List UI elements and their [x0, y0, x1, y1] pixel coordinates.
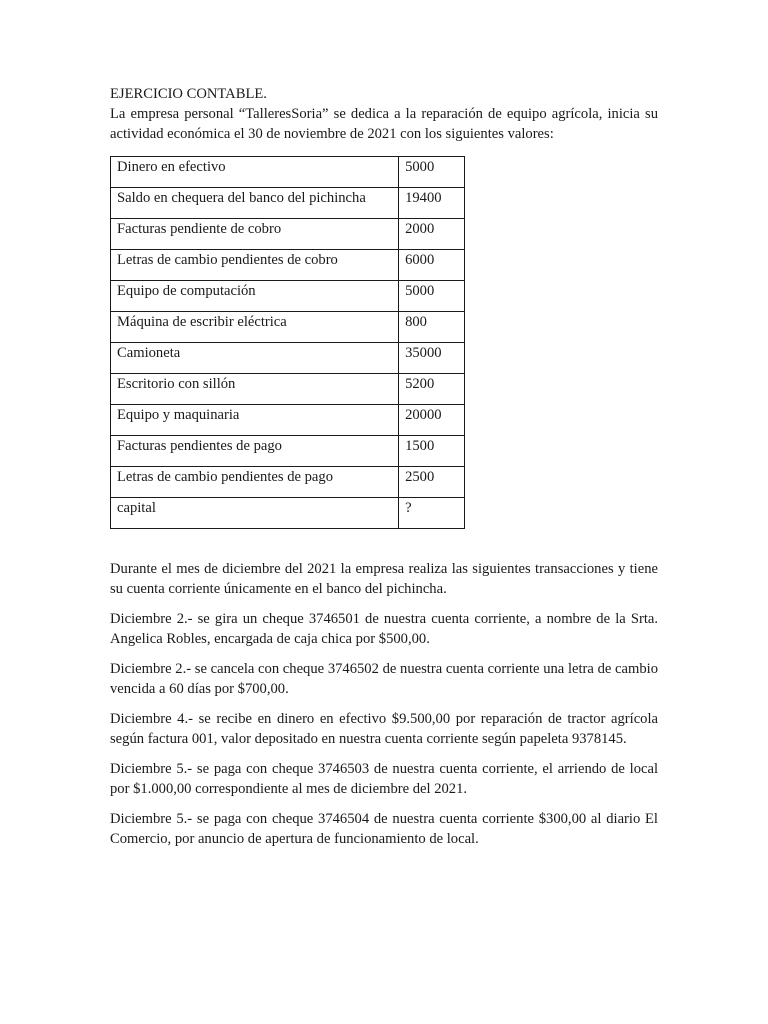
table-row	[111, 219, 465, 250]
value-cell: 5000	[399, 281, 465, 312]
concept-cell: Equipo y maquinaria	[111, 405, 399, 436]
table-row	[111, 157, 465, 188]
table-row	[111, 343, 465, 374]
table-row	[111, 250, 465, 281]
transactions-intro-paragraph: Durante el mes de diciembre del 2021 la empresa realiza las siguientes transacciones y tiene su cuenta corriente únicamente en el banco del pichincha.	[110, 561, 658, 597]
intro-paragraph: La empresa personal “TalleresSoria” se dedica a la reparación de equipo agrícola, inicia su actividad económica el 30 de noviembre de 2021 con los siguientes valores:	[110, 106, 658, 142]
table-row	[111, 312, 465, 343]
table-row	[111, 281, 465, 312]
concept-cell: Letras de cambio pendientes de cobro	[111, 250, 399, 281]
value-cell: 19400	[399, 188, 465, 219]
table-row	[111, 436, 465, 467]
table-row	[111, 188, 465, 219]
transaction-paragraph: Diciembre 5.- se paga con cheque 3746503 de nuestra cuenta corriente, el arriendo de local por $1.000,00 correspondiente al mes de diciembre del 2021.	[110, 761, 658, 797]
concept-cell: Saldo en chequera del banco del pichincha	[111, 188, 399, 219]
concept-cell: Camioneta	[111, 343, 399, 374]
table-row	[111, 498, 465, 529]
concept-cell: capital	[111, 498, 399, 529]
initial-values-table	[110, 156, 465, 529]
concept-cell: Letras de cambio pendientes de pago	[111, 467, 399, 498]
value-cell: 5200	[399, 374, 465, 405]
value-cell: 2000	[399, 219, 465, 250]
table-row	[111, 374, 465, 405]
value-cell: 35000	[399, 343, 465, 374]
transactions-section	[110, 559, 658, 849]
concept-cell: Equipo de computación	[111, 281, 399, 312]
concept-cell: Dinero en efectivo	[111, 157, 399, 188]
concept-cell: Facturas pendiente de cobro	[111, 219, 399, 250]
transaction-paragraph: Diciembre 5.- se paga con cheque 3746504 de nuestra cuenta corriente $300,00 al diario El Comercio, por anuncio de apertura de funcionamiento de local.	[110, 811, 658, 847]
transaction-paragraph: Diciembre 2.- se gira un cheque 3746501 de nuestra cuenta corriente, a nombre de la Srta. Angelica Robles, encargada de caja chica por $500,00.	[110, 611, 658, 647]
concept-cell: Facturas pendientes de pago	[111, 436, 399, 467]
document-title: EJERCICIO CONTABLE.	[110, 86, 267, 102]
transaction-paragraph: Diciembre 2.- se cancela con cheque 3746502 de nuestra cuenta corriente una letra de cambio vencida a 60 días por $700,00.	[110, 661, 658, 697]
value-cell: 6000	[399, 250, 465, 281]
concept-cell: Máquina de escribir eléctrica	[111, 312, 399, 343]
table-row	[111, 467, 465, 498]
value-cell: ?	[399, 498, 465, 529]
value-cell: 5000	[399, 157, 465, 188]
table-row	[111, 405, 465, 436]
document-page	[110, 84, 658, 859]
value-cell: 800	[399, 312, 465, 343]
transaction-paragraph: Diciembre 4.- se recibe en dinero en efectivo $9.500,00 por reparación de tractor agrícola según factura 001, valor depositado en nuestra cuenta corriente según papeleta 9378145.	[110, 711, 658, 747]
concept-cell: Escritorio con sillón	[111, 374, 399, 405]
value-cell: 2500	[399, 467, 465, 498]
value-cell: 20000	[399, 405, 465, 436]
value-cell: 1500	[399, 436, 465, 467]
